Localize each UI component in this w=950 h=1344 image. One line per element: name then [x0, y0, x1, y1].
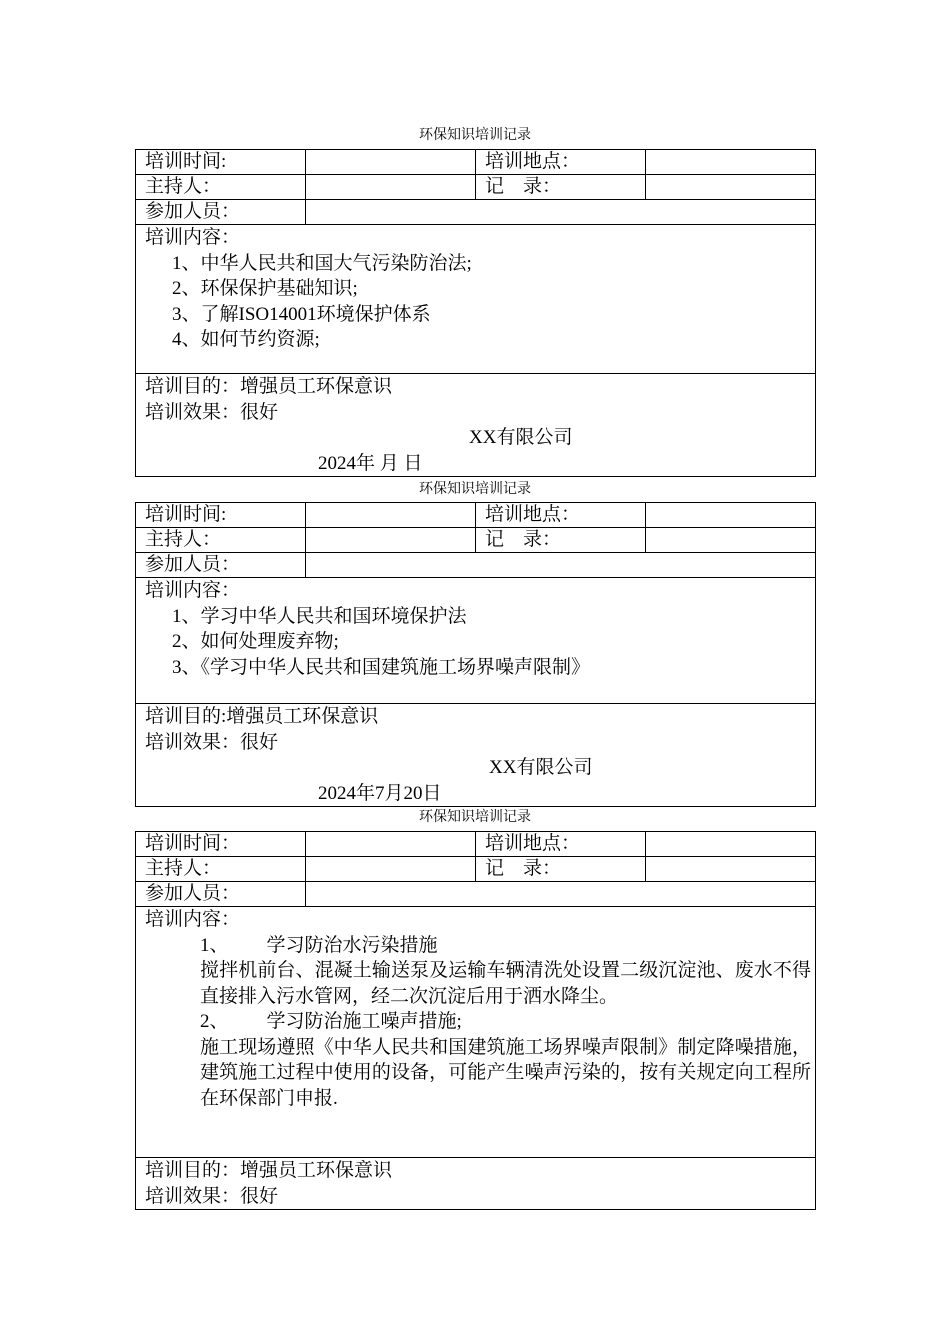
attendees-label: 参加人员：	[136, 553, 306, 578]
content-item-2-text: 施工现场遵照《中华人民共和国建筑施工场界噪声限制》制定降噪措施，建筑施工过程中使用的设备，可能产生噪声污染的，按有关规定向工程所在环保部门申报.	[200, 1036, 811, 1109]
purpose-text: 培训目的:增强员工环保意识	[145, 706, 379, 727]
content-label: 培训内容：	[145, 580, 241, 601]
record-2-table	[135, 502, 816, 807]
record-1-table	[135, 149, 816, 477]
training-time-label: 培训时间:	[136, 503, 306, 528]
content-item-1-heading	[145, 933, 815, 959]
recorder-label: 记 录：	[476, 528, 646, 553]
content-item: 2、环保保护基础知识;	[172, 278, 358, 299]
attendees-label: 参加人员：	[136, 882, 306, 907]
training-content-cell	[136, 578, 816, 704]
record-date: 2024年 月 日	[318, 452, 423, 474]
record-2-title: 环保知识培训记录	[419, 482, 531, 497]
training-place-label: 培训地点：	[476, 150, 646, 175]
content-label: 培训内容：	[145, 909, 241, 930]
record-date: 2024年7月20日	[318, 782, 442, 804]
training-time-label: 培训时间:	[136, 150, 306, 175]
training-place-label: 培训地点：	[476, 832, 646, 857]
item-title: 学习防治水污染措施	[266, 934, 438, 956]
record-3-table	[135, 831, 816, 1210]
company-name: XX有限公司	[469, 427, 573, 448]
recorder-label: 记 录：	[476, 175, 646, 200]
training-content-cell	[136, 225, 816, 374]
content-label: 培训内容：	[145, 227, 241, 248]
content-item: 3、《学习中华人民共和国建筑施工场界噪声限制》	[172, 656, 591, 678]
recorder-value[interactable]	[646, 528, 816, 553]
purpose-text: 培训目的：增强员工环保意识	[145, 376, 393, 397]
content-item: 1、学习中华人民共和国环境保护法	[172, 605, 467, 627]
item-number: 1、	[200, 934, 229, 956]
content-item: 3、了解ISO14001环境保护体系	[172, 303, 431, 325]
training-time-value[interactable]	[306, 503, 476, 528]
host-label: 主持人：	[136, 528, 306, 553]
attendees-value[interactable]	[306, 200, 816, 225]
recorder-value[interactable]	[646, 175, 816, 200]
purpose-text: 培训目的：增强员工环保意识	[145, 1160, 393, 1181]
company-name: XX有限公司	[489, 757, 593, 778]
attendees-value[interactable]	[306, 553, 816, 578]
host-value[interactable]	[306, 857, 476, 882]
training-place-value[interactable]	[646, 503, 816, 528]
summary-cell	[136, 1158, 816, 1210]
content-item-1-text: 搅拌机前台、混凝土输送泵及运输车辆清洗处设置二级沉淀池、废水不得直接排入污水管网，经二次沉淀后用于洒水降尘。	[200, 960, 811, 1007]
attendees-label: 参加人员：	[136, 200, 306, 225]
training-place-value[interactable]	[646, 150, 816, 175]
recorder-value[interactable]	[646, 857, 816, 882]
host-value[interactable]	[306, 528, 476, 553]
record-3-title: 环保知识培训记录	[419, 810, 531, 825]
training-time-value[interactable]	[306, 150, 476, 175]
host-label: 主持人：	[136, 175, 306, 200]
content-item-2-heading	[145, 1009, 815, 1035]
training-time-value[interactable]	[306, 832, 476, 857]
training-content-cell	[136, 907, 816, 1158]
host-value[interactable]	[306, 175, 476, 200]
training-place-label: 培训地点：	[476, 503, 646, 528]
host-label: 主持人：	[136, 857, 306, 882]
effect-text: 培训效果：很好	[145, 1185, 279, 1207]
training-time-label: 培训时间：	[136, 832, 306, 857]
content-item: 2、如何处理废弃物;	[172, 631, 339, 652]
summary-cell	[136, 704, 816, 807]
training-place-value[interactable]	[646, 832, 816, 857]
content-item: 4、如何节约资源;	[172, 329, 320, 350]
content-item: 1、中华人民共和国大气污染防治法;	[172, 252, 472, 274]
summary-cell	[136, 374, 816, 477]
item-title: 学习防治施工噪声措施;	[266, 1011, 462, 1032]
item-number: 2、	[200, 1011, 229, 1032]
effect-text: 培训效果：很好	[145, 731, 279, 753]
recorder-label: 记 录：	[476, 857, 646, 882]
record-1-title: 环保知识培训记录	[419, 128, 531, 143]
effect-text: 培训效果：很好	[145, 401, 279, 423]
attendees-value[interactable]	[306, 882, 816, 907]
